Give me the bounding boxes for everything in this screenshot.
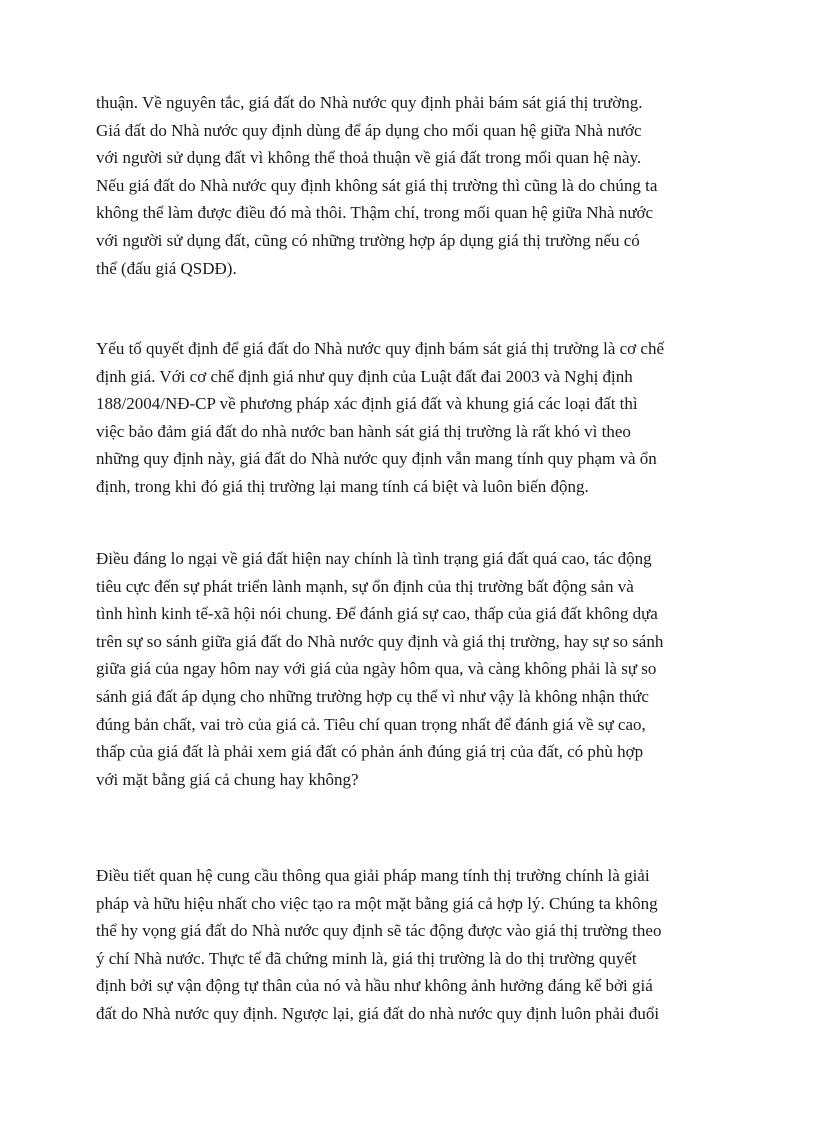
text-line: trên sự so sánh giữa giá đất do Nhà nước quy định và giá thị trường, hay sự so sánh	[96, 631, 664, 651]
text-line: Điều đáng lo ngại về giá đất hiện nay chính là tình trạng giá đất quá cao, tác động	[96, 549, 652, 568]
text-line: đất do Nhà nước quy định. Ngược lại, giá đất do nhà nước quy định luôn phải đuổi	[96, 1003, 660, 1023]
text-line: thể hy vọng giá đất do Nhà nước quy định sẽ tác động được vào giá thị trường theo	[96, 921, 662, 941]
text-line: thể (đấu giá QSDĐ).	[96, 258, 237, 278]
text-line: với người sử dụng đất, cũng có những trường hợp áp dụng giá thị trường nếu có	[96, 230, 640, 250]
text-line: Nếu giá đất do Nhà nước quy định không sát giá thị trường thì cũng là do chúng ta	[96, 175, 658, 195]
text-line: tiêu cực đến sự phát triển lành mạnh, sự ổn định của thị trường bất động sản và	[96, 576, 634, 596]
text-line: định bởi sự vận động tự thân của nó và hầu như không ảnh hưởng đáng kể bởi giá	[96, 976, 653, 996]
text-line: những quy định này, giá đất do Nhà nước quy định vẫn mang tính quy phạm và ổn	[96, 449, 657, 469]
text-line: sánh giá đất áp dụng cho những trường hợp cụ thể vì như vậy là không nhận thức	[96, 686, 649, 706]
text-line: Điều tiết quan hệ cung cầu thông qua giải pháp mang tính thị trường chính là giải	[96, 866, 650, 885]
text-line: định, trong khi đó giá thị trường lại mang tính cá biệt và luôn biến động.	[96, 476, 589, 496]
paragraph-3	[96, 545, 726, 793]
paragraph-2	[96, 335, 726, 501]
text-line: giữa giá của ngay hôm nay với giá của ngày hôm qua, và càng không phải là sự so	[96, 659, 657, 679]
paragraph-4	[96, 862, 726, 1028]
text-line: đúng bản chất, vai trò của giá cả. Tiêu chí quan trọng nhất để đánh giá về sự cao,	[96, 714, 646, 734]
text-line: không thể làm được điều đó mà thôi. Thậm chí, trong mối quan hệ giữa Nhà nước	[96, 203, 654, 223]
text-line: định giá. Với cơ chế định giá như quy định của Luật đất đai 2003 và Nghị định	[96, 366, 633, 386]
text-line: tình hình kinh tế-xã hội nói chung. Để đánh giá sự cao, thấp của giá đất không dựa	[96, 604, 658, 624]
text-line: pháp và hữu hiệu nhất cho việc tạo ra một mặt bằng giá cả hợp lý. Chúng ta không	[96, 893, 658, 913]
text-line: 188/2004/NĐ-CP về phương pháp xác định giá đất và khung giá các loại đất thì	[96, 394, 638, 414]
text-line: Giá đất do Nhà nước quy định dùng để áp dụng cho mối quan hệ giữa Nhà nước	[96, 120, 642, 140]
text-line: ý chí Nhà nước. Thực tế đã chứng minh là, giá thị trường là do thị trường quyết	[96, 948, 637, 968]
text-line: với người sử dụng đất vì không thể thoả thuận về giá đất trong mối quan hệ này.	[96, 148, 642, 168]
text-line: Yếu tố quyết định để giá đất do Nhà nước quy định bám sát giá thị trường là cơ chế	[96, 339, 665, 358]
paragraph-1	[96, 89, 726, 282]
text-line: thấp của giá đất là phải xem giá đất có phản ánh đúng giá trị của đất, có phù hợp	[96, 742, 644, 762]
text-line: thuận. Về nguyên tắc, giá đất do Nhà nước quy định phải bám sát giá thị trường.	[96, 93, 643, 112]
text-line: với mặt bằng giá cả chung hay không?	[96, 769, 359, 789]
text-line: việc bảo đảm giá đất do nhà nước ban hành sát giá thị trường là rất khó vì theo	[96, 421, 631, 441]
